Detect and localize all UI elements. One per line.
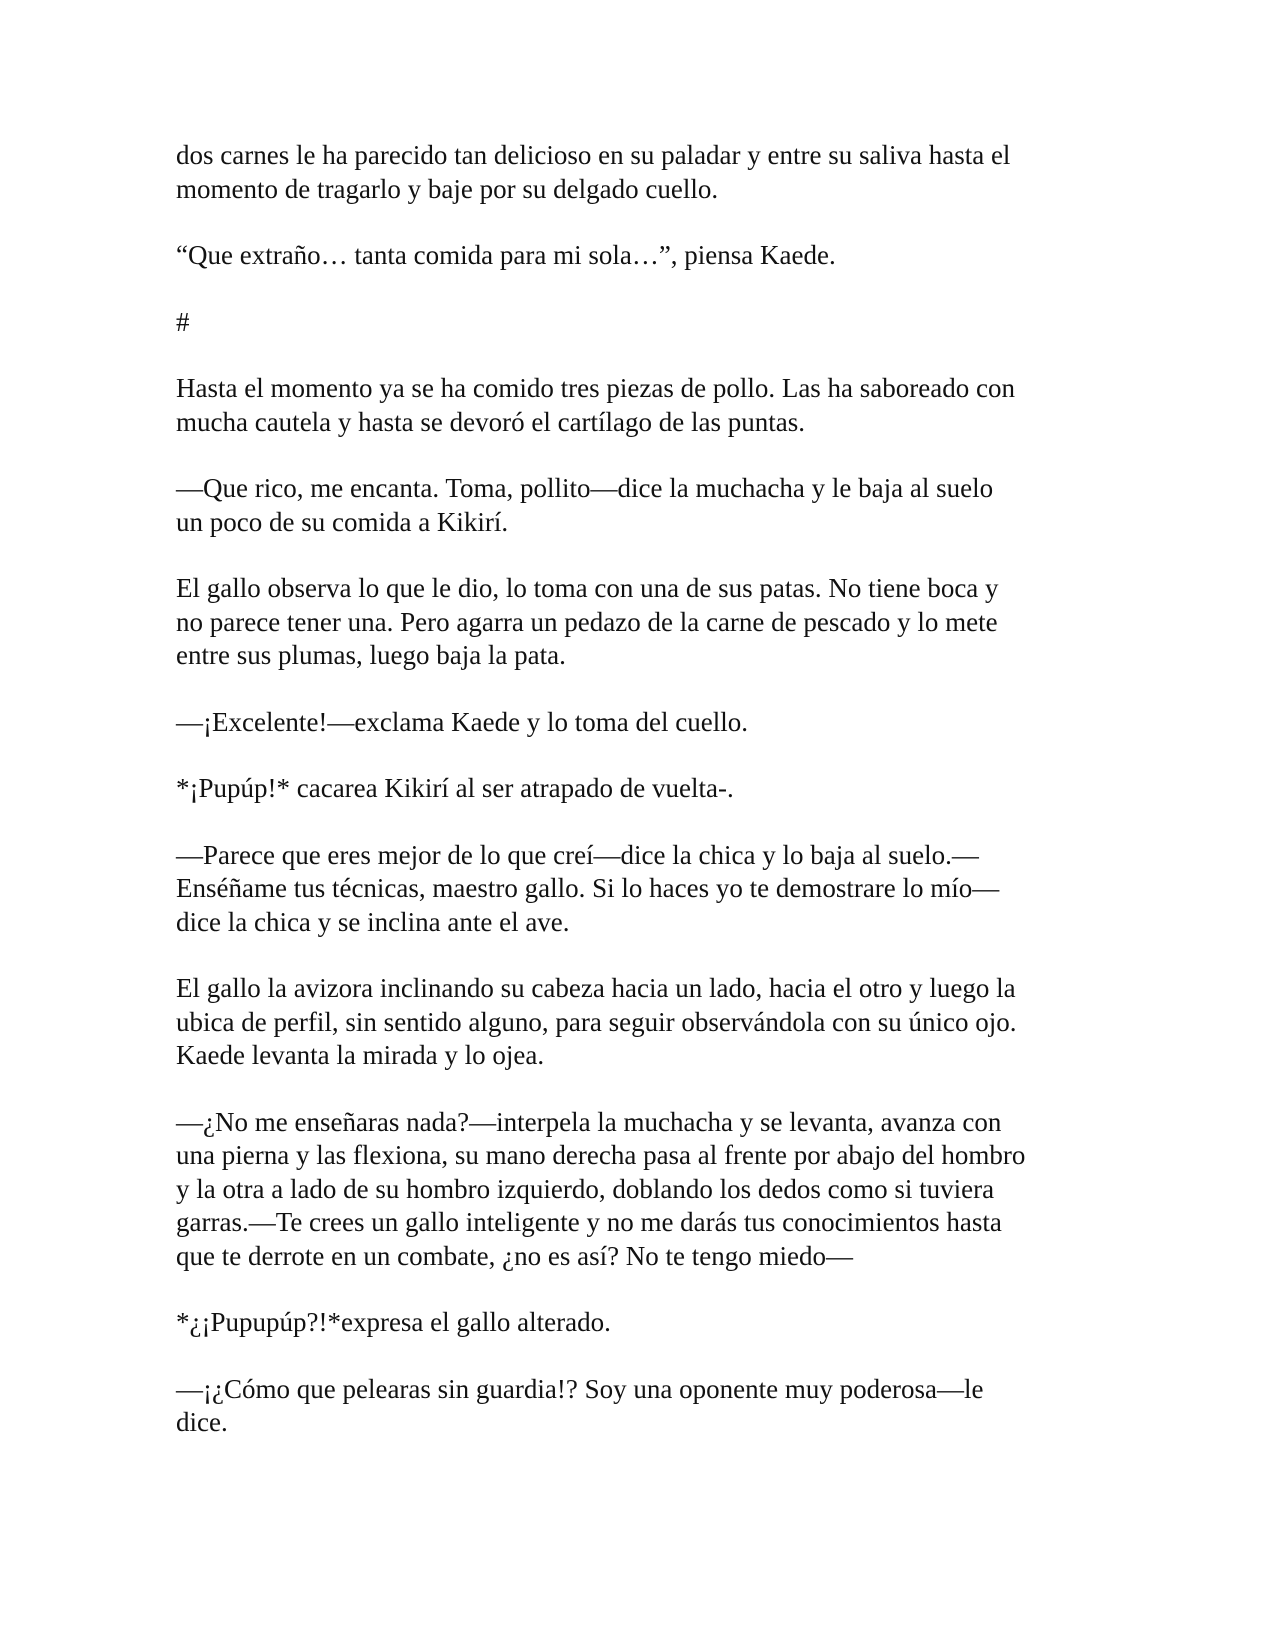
paragraph-3: Hasta el momento ya se ha comido tres piezas de pollo. Las ha saboreado con mucha cautela y hasta se devoró el cartílago de las puntas. [176,373,1015,437]
scene-break: # [176,306,190,337]
paragraph-5: El gallo observa lo que le dio, lo toma con una de sus patas. No tiene boca y no parece tener una. Pero agarra un pedazo de la carne de pescado y lo mete entre sus plumas, luego baja la pata. [176,573,999,670]
paragraph-2: “Que extraño… tanta comida para mi sola…”, piensa Kaede. [176,240,836,270]
paragraph-7: *¡Pupúp!* cacarea Kikirí al ser atrapado de vuelta-. [176,773,734,803]
paragraph-6: —¡Excelente!—exclama Kaede y lo toma del cuello. [176,706,748,737]
paragraph-11: *¿¡Pupupúp?!*expresa el gallo alterado. [176,1307,611,1337]
paragraph-1: dos carnes le ha parecido tan delicioso en su paladar y entre su saliva hasta el momento de tragarlo y baje por su delgado cuello. [176,140,1011,204]
paragraph-10: —¿No me enseñaras nada?—interpela la muchacha y se levanta, avanza con una pierna y las flexiona, su mano derecha pasa al frente por abajo del hombro y la otra a lado de su hombro izquierdo, doblando los dedos como si tuviera garras.—Te crees un gallo inteligente y no me darás tus conocimientos hasta que te derrote en un combate, ¿no es así? No te tengo miedo— [176,1106,1026,1271]
paragraph-9: El gallo la avizora inclinando su cabeza hacia un lado, hacia el otro y luego la ubica de perfil, sin sentido alguno, para seguir observándola con su único ojo. Kaede levanta la mirada y lo ojea. [176,973,1017,1070]
paragraph-4: —Que rico, me encanta. Toma, pollito—dice la muchacha y le baja al suelo un poco de su comida a Kikirí. [176,473,994,537]
body-text [176,139,1106,1473]
paragraph-12: —¡¿Cómo que pelearas sin guardia!? Soy una oponente muy poderosa—le dice. [176,1373,984,1437]
paragraph-8: —Parece que eres mejor de lo que creí—dice la chica y lo baja al suelo.— Enséñame tus técnicas, maestro gallo. Si lo haces yo te demostrare lo mío— dice la chica y se inclina ante el ave. [176,839,1000,937]
